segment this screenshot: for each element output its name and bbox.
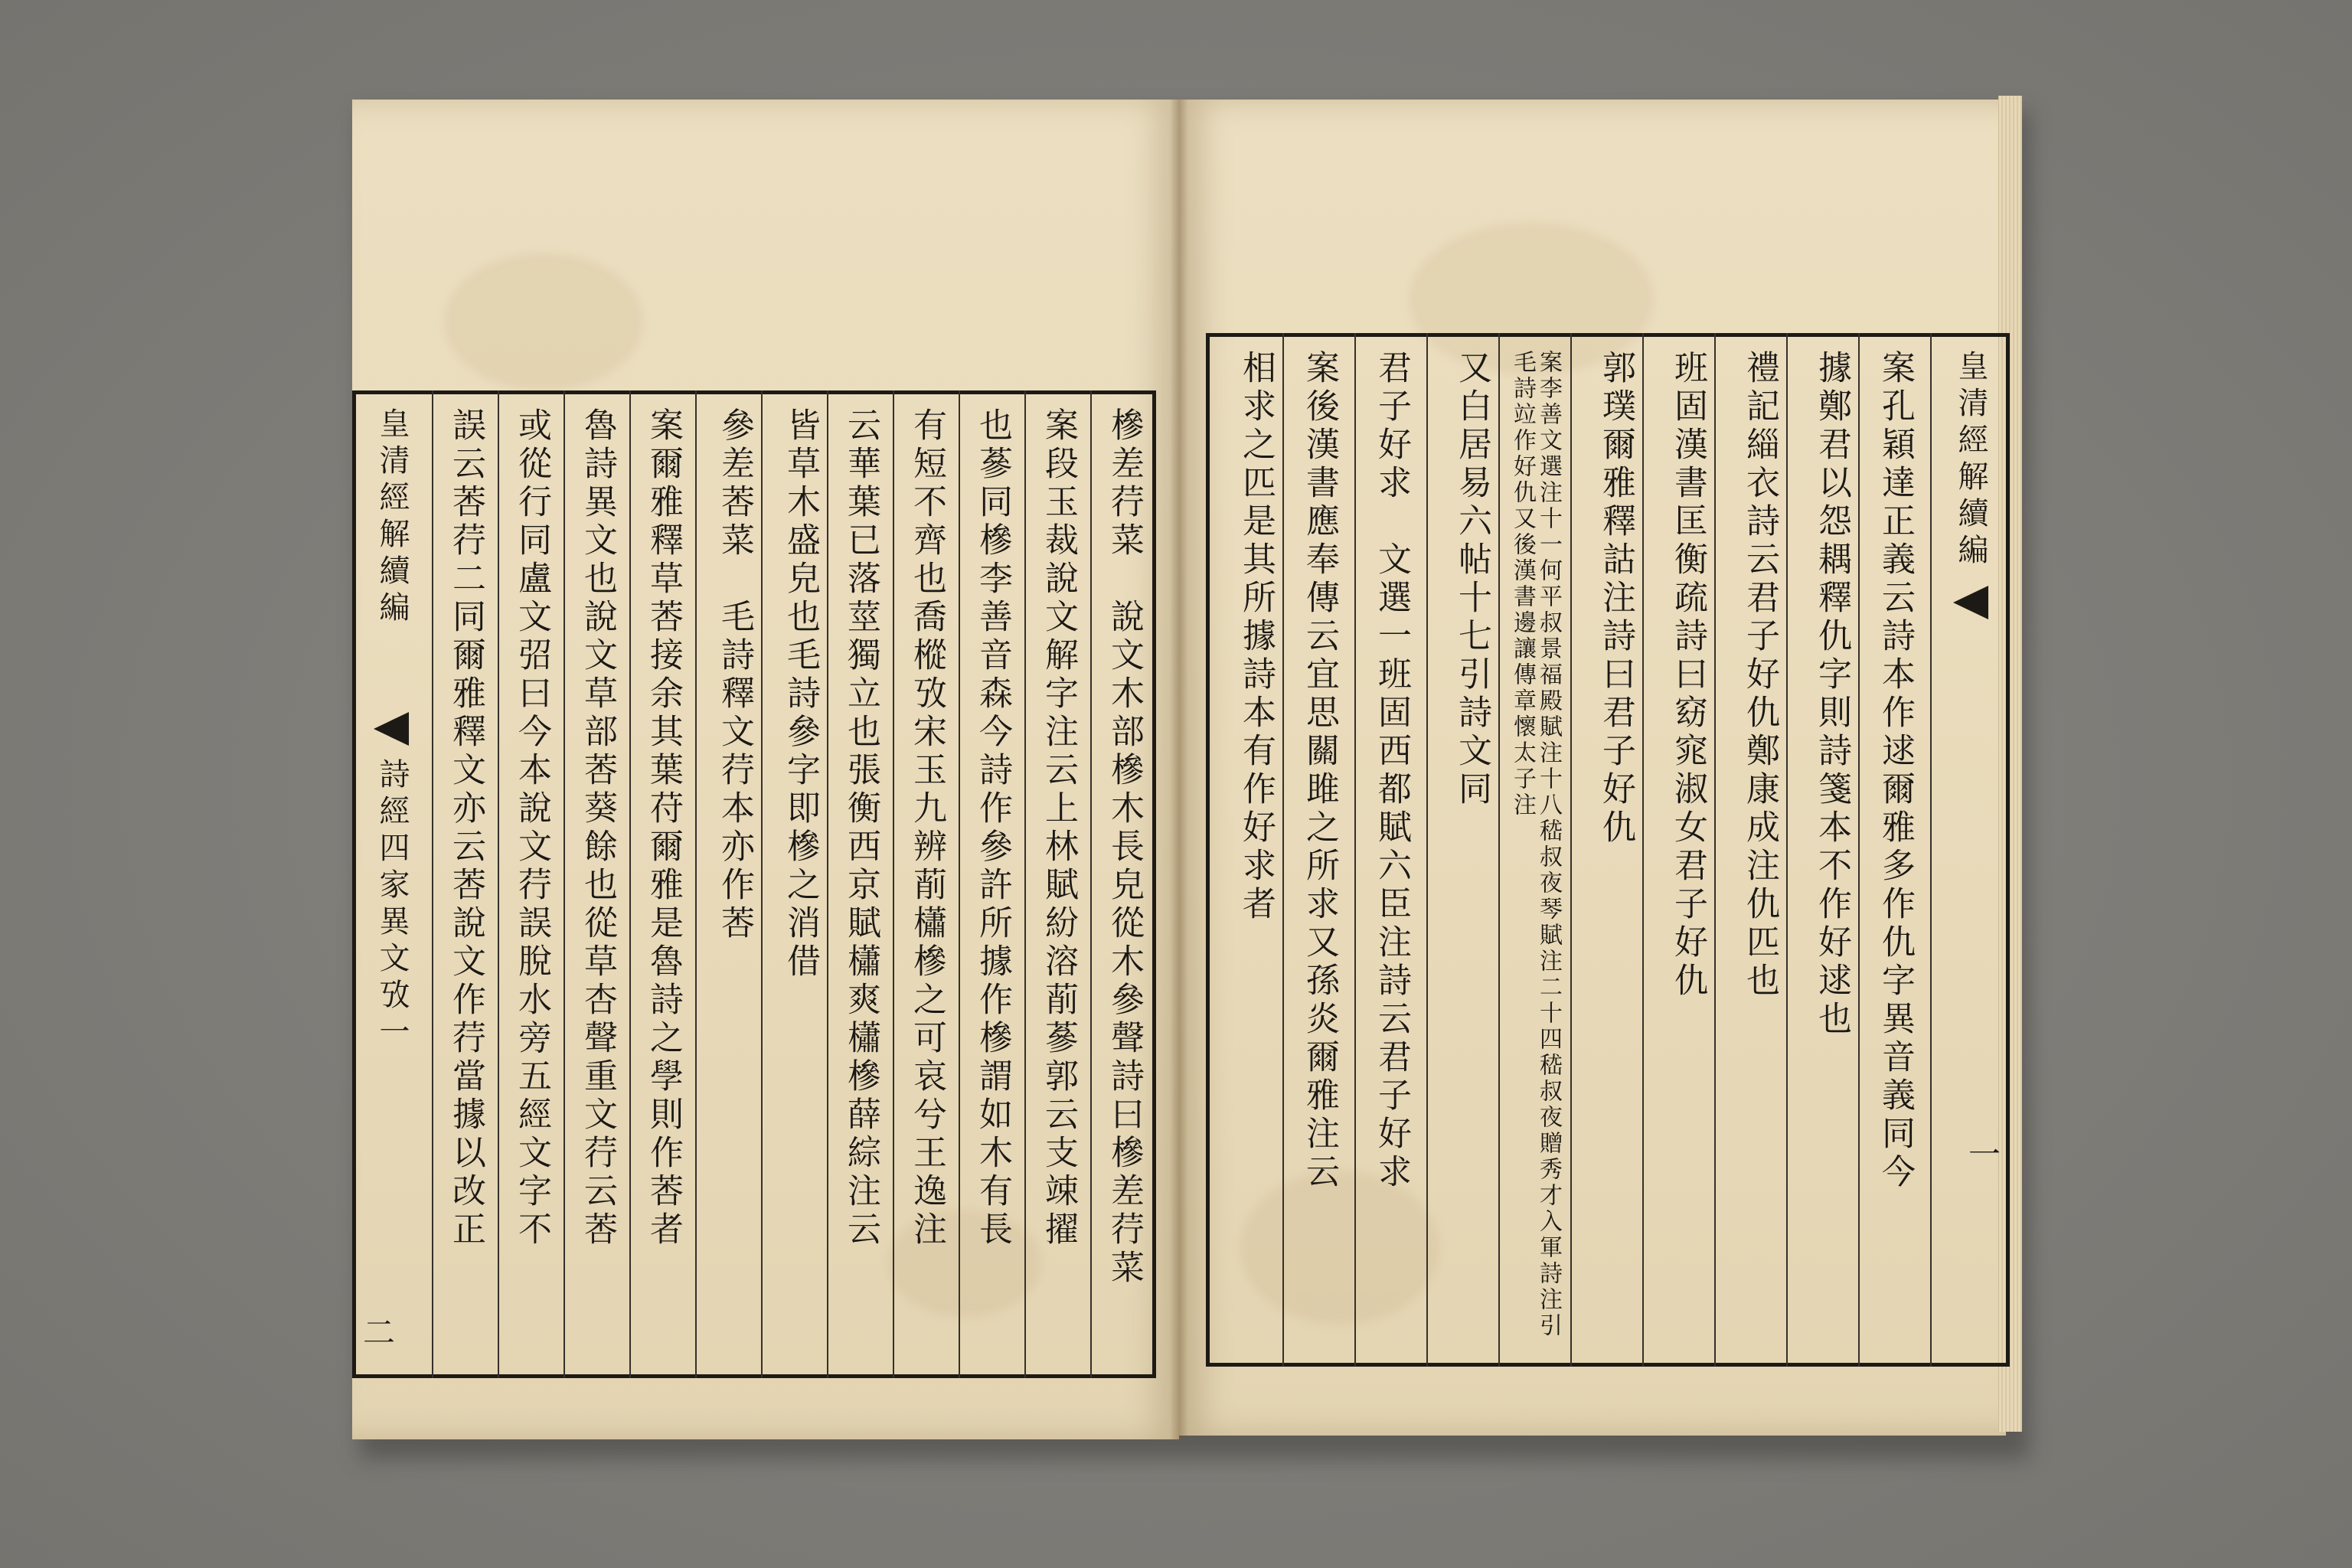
text-column [432, 390, 498, 1378]
text-column [1714, 333, 1786, 1367]
column-text: 案李善文選注十一何平叔景福殿賦注十八嵇叔夜琴賦注二十四嵇叔夜贈秀才入軍詩注引毛詩竝作好仇又後漢書邊讓傳章懷太子注 [1509, 350, 1562, 1339]
column-text: 據鄭君以怨耦釋仇字則詩箋本不作好逑也 [1812, 350, 1851, 1039]
column-text: 案段玉裁說文解字注云上林賦紛溶萷蔘郭云支竦擢 [1039, 407, 1078, 1250]
page-number: 一 [1964, 1137, 2001, 1169]
text-column [564, 390, 629, 1378]
block-margin-column [1930, 333, 2010, 1367]
text-column [1426, 333, 1498, 1367]
column-text: 皆草木盛皃也毛詩參字即槮之消借 [781, 407, 820, 982]
margin-title: 皇清經解續編 [1953, 350, 1988, 570]
column-text: 云華葉已落莖獨立也張衡西京賦櫹爽櫹槮薛綜注云 [841, 407, 880, 1250]
column-text: 有短不齊也喬樅攷宋玉九辨萷櫹槮之可哀兮王逸注 [907, 407, 946, 1250]
column-text: 禮記緇衣詩云君子好仇鄭康成注仇匹也 [1740, 350, 1779, 1001]
text-column [1498, 333, 1570, 1367]
column-text: 郭璞爾雅釋詁注詩曰君子好仇 [1596, 350, 1635, 848]
text-column [959, 390, 1024, 1378]
column-text: 案後漢書應奉傳云宜思關雎之所求又孫炎爾雅注云 [1300, 350, 1339, 1192]
left-columns [352, 390, 1156, 1378]
paper-stain [444, 253, 643, 390]
column-text: 魯詩異文也說文草部莕葵餘也從草杏聲重文荇云莕 [578, 407, 617, 1250]
margin-subtitle: 詩經四家異文攷一 [374, 758, 410, 1052]
column-text: 案孔穎達正義云詩本作逑爾雅多作仇字異音義同今 [1876, 350, 1915, 1192]
text-column [695, 390, 761, 1378]
text-column [893, 390, 959, 1378]
column-text: 也蔘同槮李善音森今詩作參許所據作槮謂如木有長 [973, 407, 1012, 1250]
text-column [629, 390, 695, 1378]
text-column [1024, 390, 1090, 1378]
column-text: 相求之匹是其所據詩本有作好求者 [1236, 350, 1276, 924]
text-column [1858, 333, 1930, 1367]
text-column [1282, 333, 1354, 1367]
column-text: 案爾雅釋草莕接余其葉苻爾雅是魯詩之學則作莕者 [644, 407, 683, 1250]
column-text: 槮差荇菜 說文木部槮木長皃從木參聲詩曰槮差荇菜 [1105, 407, 1144, 1288]
column-text: 誤云莕荇二同爾雅釋文亦云莕說文作荇當據以改正 [446, 407, 485, 1250]
text-column [1210, 333, 1282, 1367]
fish-tail-ornament [1953, 586, 1988, 619]
block-margin-column [352, 390, 432, 1378]
page-number: 二 [358, 1315, 396, 1348]
column-text: 參差莕菜 毛詩釋文荇本亦作莕 [715, 407, 754, 943]
text-column [1786, 333, 1858, 1367]
fish-tail-ornament [374, 712, 409, 746]
column-text: 或從行同盧文弨曰今本說文荇誤脫水旁五經文字不 [512, 407, 551, 1250]
right-text-block [1206, 333, 2010, 1367]
text-column [1642, 333, 1714, 1367]
text-column [498, 390, 564, 1378]
text-column [1090, 390, 1156, 1378]
column-text: 又白居易六帖十七引詩文同 [1452, 350, 1491, 809]
margin-title: 皇清經解續編 [374, 407, 410, 628]
book-gutter [1170, 100, 1188, 1439]
text-column [1570, 333, 1642, 1367]
text-column [827, 390, 893, 1378]
column-text: 班固漢書匡衡疏詩曰窈窕淑女君子好仇 [1668, 350, 1707, 1001]
text-column [1354, 333, 1426, 1367]
left-text-block [352, 390, 1156, 1378]
column-text: 君子好求 文選一班固西都賦六臣注詩云君子好求 [1372, 350, 1411, 1192]
right-columns [1206, 333, 2010, 1367]
text-column [761, 390, 827, 1378]
